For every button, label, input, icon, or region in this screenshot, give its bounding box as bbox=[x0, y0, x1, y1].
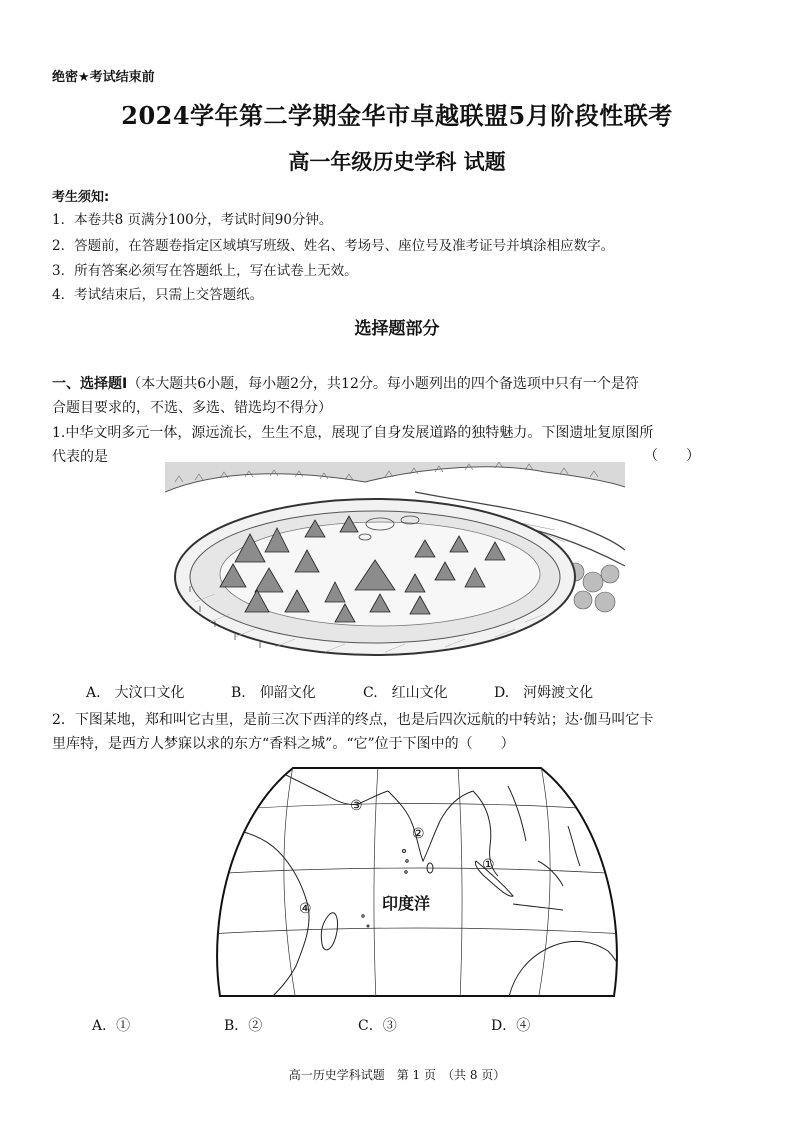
q1-option-a[interactable]: A. 大汶口文化 bbox=[86, 685, 185, 701]
q2-option-a[interactable]: A．① bbox=[92, 1018, 131, 1034]
q2-option-c[interactable]: C．③ bbox=[358, 1018, 397, 1034]
q2-stem-line1: 2．下图某地，郑和叫它古里，是前三次下西洋的终点，也是后四次远航的中转站；达·伽马叫它卡 bbox=[52, 712, 654, 728]
q1-option-d[interactable]: D. 河姆渡文化 bbox=[494, 685, 594, 701]
part1-instructions bbox=[52, 372, 752, 396]
q2-stem-line2: 里库特，是西方人梦寐以求的东方“香料之城”。“它”位于下图中的（ ） bbox=[52, 736, 515, 752]
q1-stem-line2: 代表的是 bbox=[52, 449, 108, 465]
part1-instruction-line1: （本大题共6小题，每小题2分，共12分。每小题列出的四个备选项中只有一个是符 bbox=[127, 376, 639, 392]
settlement-illustration bbox=[165, 462, 625, 672]
notice-heading: 考生须知: bbox=[52, 190, 110, 205]
map-marker-4: ④ bbox=[299, 901, 312, 917]
map-marker-3: ③ bbox=[350, 798, 363, 814]
q1-option-b[interactable]: B. 仰韶文化 bbox=[231, 685, 316, 701]
notice-item: 1．本卷共8 页满分100分，考试时间90分钟。 bbox=[52, 212, 333, 228]
q1-answer-paren: （ ） bbox=[644, 448, 700, 464]
exam-subtitle: 高一年级历史学科 试题 bbox=[288, 149, 506, 174]
notice-item: 4．考试结束后，只需上交答题纸。 bbox=[52, 287, 264, 303]
map-label-indian-ocean: 印度洋 bbox=[382, 894, 431, 913]
q2-option-d[interactable]: D．④ bbox=[491, 1018, 531, 1034]
map-marker-1: ① bbox=[482, 857, 495, 873]
indian-ocean-map bbox=[208, 766, 626, 1001]
part1-instruction-line2: 合题目要求的，不选、多选、错选均不得分） bbox=[52, 400, 332, 416]
page-footer: 高一历史学科试题 第 1 页 （共 8 页） bbox=[288, 1068, 506, 1082]
q2-option-b[interactable]: B．② bbox=[224, 1018, 263, 1034]
exam-title: 2024学年第二学期金华市卓越联盟5月阶段性联考 bbox=[121, 101, 673, 130]
map-marker-2: ② bbox=[412, 826, 425, 842]
part1-label: 一、选择题Ⅰ bbox=[52, 376, 128, 392]
section-title: 选择题部分 bbox=[354, 319, 440, 339]
notice-item: 3．所有答案必须写在答题纸上，写在试卷上无效。 bbox=[52, 263, 358, 279]
confidential-label: 绝密★考试结束前 bbox=[52, 70, 155, 85]
q1-stem-line1: 1.中华文明多元一体，源远流长，生生不息，展现了自身发展道路的独特魅力。下图遗址复原图所 bbox=[52, 425, 654, 441]
q1-option-c[interactable]: C. 红山文化 bbox=[363, 685, 448, 701]
notice-item: 2．答题前，在答题卷指定区域填写班级、姓名、考场号、座位号及准考证号并填涂相应数字。 bbox=[52, 238, 615, 254]
